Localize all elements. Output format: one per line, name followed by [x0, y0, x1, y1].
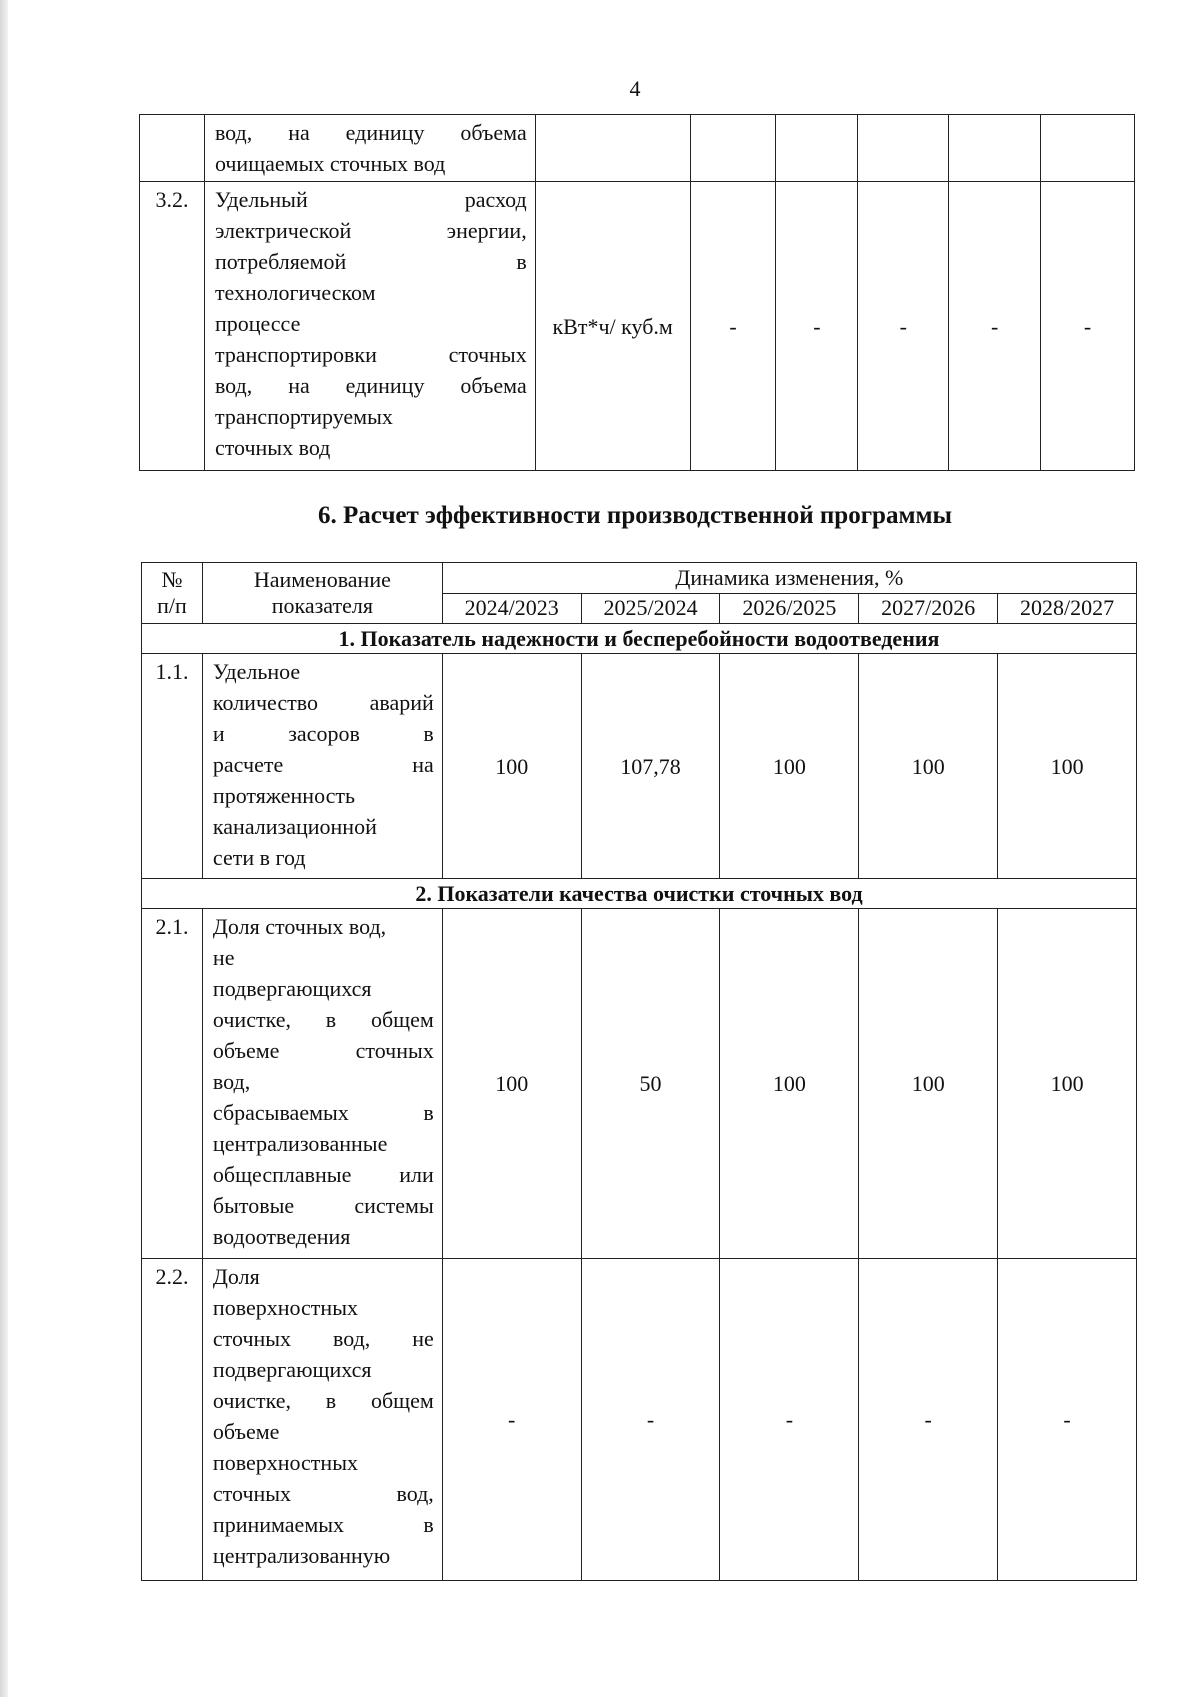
page-number: 4 [629, 76, 641, 101]
value-cell: 100 [998, 909, 1137, 1259]
name-line: общесплавные или [212, 1162, 434, 1187]
name-line: централизованные [212, 1131, 388, 1156]
row-number: 3.2. [140, 182, 205, 471]
section-row [142, 624, 1137, 654]
value-cell [776, 115, 858, 182]
header-num: № п/п [142, 563, 203, 624]
unit-cell [535, 115, 690, 182]
value-cell: - [720, 1259, 859, 1581]
value-cell: 100 [859, 909, 998, 1259]
value-cell [949, 115, 1041, 182]
name-line: транспортировки сточных [214, 342, 527, 367]
name-line: поверхностных [212, 1450, 358, 1475]
section-row [142, 879, 1137, 909]
value-cell: - [776, 182, 858, 471]
name-line: водоотведения [212, 1224, 351, 1249]
header-year: 2026/2025 [720, 593, 859, 624]
table-row [140, 182, 1135, 471]
header-year: 2027/2026 [859, 593, 998, 624]
value-cell: - [859, 1259, 998, 1581]
section-heading: 1. Показатель надежности и бесперебойности водоотведения [142, 624, 1137, 654]
name-line: сети в год [212, 845, 306, 870]
name-line: принимаемых в [212, 1512, 434, 1537]
indicator-name [202, 654, 442, 879]
scan-edge [0, 0, 8, 1697]
section-title: 6. Расчет эффективности производственной программы [317, 502, 953, 529]
name-line: централизованную [212, 1543, 391, 1568]
value-cell: 50 [581, 909, 720, 1259]
value-cell: - [442, 1259, 581, 1581]
header-year: 2025/2024 [581, 593, 720, 624]
table-row [140, 115, 1135, 182]
name-line: сточных вод, [212, 1481, 434, 1506]
value-cell: 100 [442, 909, 581, 1259]
name-line: сточных вод, не [212, 1326, 434, 1351]
continuation-table [139, 114, 1135, 471]
name-line: сточных вод [214, 435, 331, 460]
name-line: не [212, 945, 235, 970]
name-line: Удельный расход [214, 187, 527, 212]
value-cell: - [949, 182, 1041, 471]
value-cell: 100 [720, 654, 859, 879]
value-cell [690, 115, 776, 182]
table-row [142, 909, 1137, 1259]
name-line: транспортируемых [214, 404, 393, 429]
indicator-name [204, 115, 535, 182]
name-line: электрической энергии, [214, 218, 527, 243]
name-line: вод, на единицу объема [214, 373, 527, 398]
name-line: очищаемых сточных вод [214, 151, 446, 176]
name-line: объеме [212, 1419, 280, 1444]
name-line: технологическом [214, 280, 376, 305]
name-line: поверхностных [212, 1295, 358, 1320]
name-line: Удельное [212, 659, 301, 684]
name-line: Доля сточных вод, [212, 914, 387, 939]
value-cell: - [690, 182, 776, 471]
value-cell [858, 115, 949, 182]
header-year: 2024/2023 [442, 593, 581, 624]
value-cell: - [581, 1259, 720, 1581]
unit-cell: кВт*ч/ куб.м [535, 182, 690, 471]
row-number: 2.2. [142, 1259, 203, 1581]
value-cell: 107,78 [581, 654, 720, 879]
name-line: канализационной [212, 814, 377, 839]
name-line: количество аварий [212, 690, 434, 715]
name-line: очистке, в общем [212, 1388, 434, 1413]
header-name: Наименование показателя [202, 563, 442, 624]
row-number: 2.1. [142, 909, 203, 1259]
row-number [140, 115, 205, 182]
name-line: сбрасываемых в [212, 1100, 434, 1125]
row-number: 1.1. [142, 654, 203, 879]
indicator-name [202, 909, 442, 1259]
name-line: вод, [212, 1069, 251, 1094]
name-line: потребляемой в [214, 249, 527, 274]
value-cell: 100 [998, 654, 1137, 879]
indicator-name [204, 182, 535, 471]
header-year: 2028/2027 [998, 593, 1137, 624]
name-line: бытовые системы [212, 1193, 434, 1218]
name-line: и засоров в [212, 721, 434, 746]
value-cell: - [998, 1259, 1137, 1581]
value-cell: 100 [720, 909, 859, 1259]
name-line: объеме сточных [212, 1038, 434, 1063]
name-line: процессе [214, 311, 301, 336]
value-cell: - [858, 182, 949, 471]
name-line: протяженность [212, 783, 356, 808]
name-line: подвергающихся [212, 976, 372, 1001]
indicator-name [202, 1259, 442, 1581]
value-cell: 100 [859, 654, 998, 879]
header-row [142, 563, 1137, 594]
name-line: расчете на [212, 752, 434, 777]
table-row [142, 654, 1137, 879]
efficiency-table [141, 562, 1137, 1581]
name-line: Доля [212, 1264, 260, 1289]
value-cell [1041, 115, 1135, 182]
name-line: вод, на единицу объема [214, 120, 527, 145]
value-cell: 100 [442, 654, 581, 879]
name-line: подвергающихся [212, 1357, 372, 1382]
section-heading: 2. Показатели качества очистки сточных вод [142, 879, 1137, 909]
header-dynamics: Динамика изменения, % [442, 563, 1136, 594]
table-row [142, 1259, 1137, 1581]
value-cell: - [1041, 182, 1135, 471]
name-line: очистке, в общем [212, 1007, 434, 1032]
